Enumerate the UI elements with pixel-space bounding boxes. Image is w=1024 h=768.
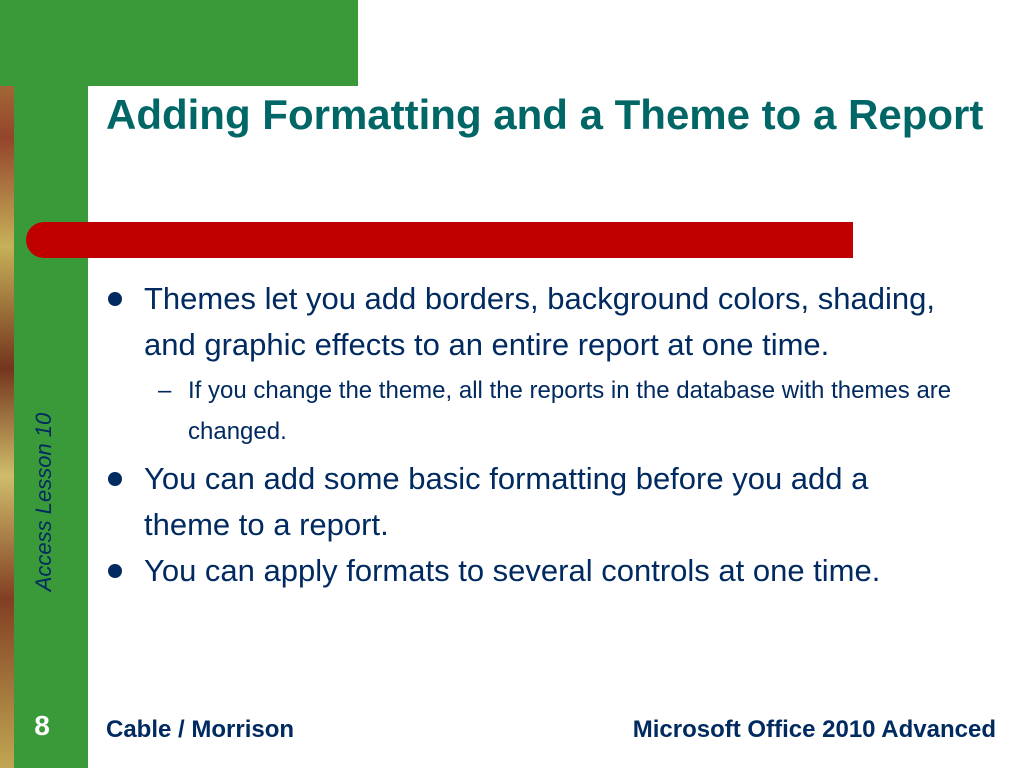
bullet-dot-icon (108, 292, 122, 306)
bullet-item (104, 548, 954, 594)
bullet-dot-icon (108, 472, 122, 486)
top-green-band (0, 0, 358, 86)
bullet-item (104, 276, 954, 368)
footer-course: Microsoft Office 2010 Advanced (632, 716, 996, 743)
bullet-dot-icon (108, 564, 122, 578)
bullet-list (104, 276, 954, 594)
bullet-item (104, 456, 954, 548)
title-underline-bar (26, 222, 853, 258)
footer-authors: Cable / Morrison (106, 716, 295, 743)
left-decorative-strip (0, 0, 14, 768)
side-lesson-label: Access Lesson 10 (31, 412, 56, 592)
bullet-text: Themes let you add borders, background colors, shading, and graphic effects to an entire report at one time. (144, 281, 935, 362)
sub-bullet-item (104, 370, 954, 452)
bullet-text: You can apply formats to several controls at one time. (144, 553, 881, 588)
sub-bullet-dash: – (158, 377, 172, 404)
bullet-text: You can add some basic formatting before you add a theme to a report. (144, 461, 869, 542)
page-number: 8 (34, 710, 50, 741)
sub-bullet-text: If you change the theme, all the reports in the database with themes are changed. (188, 377, 952, 445)
slide-title: Adding Formatting and a Theme to a Report (106, 91, 984, 138)
